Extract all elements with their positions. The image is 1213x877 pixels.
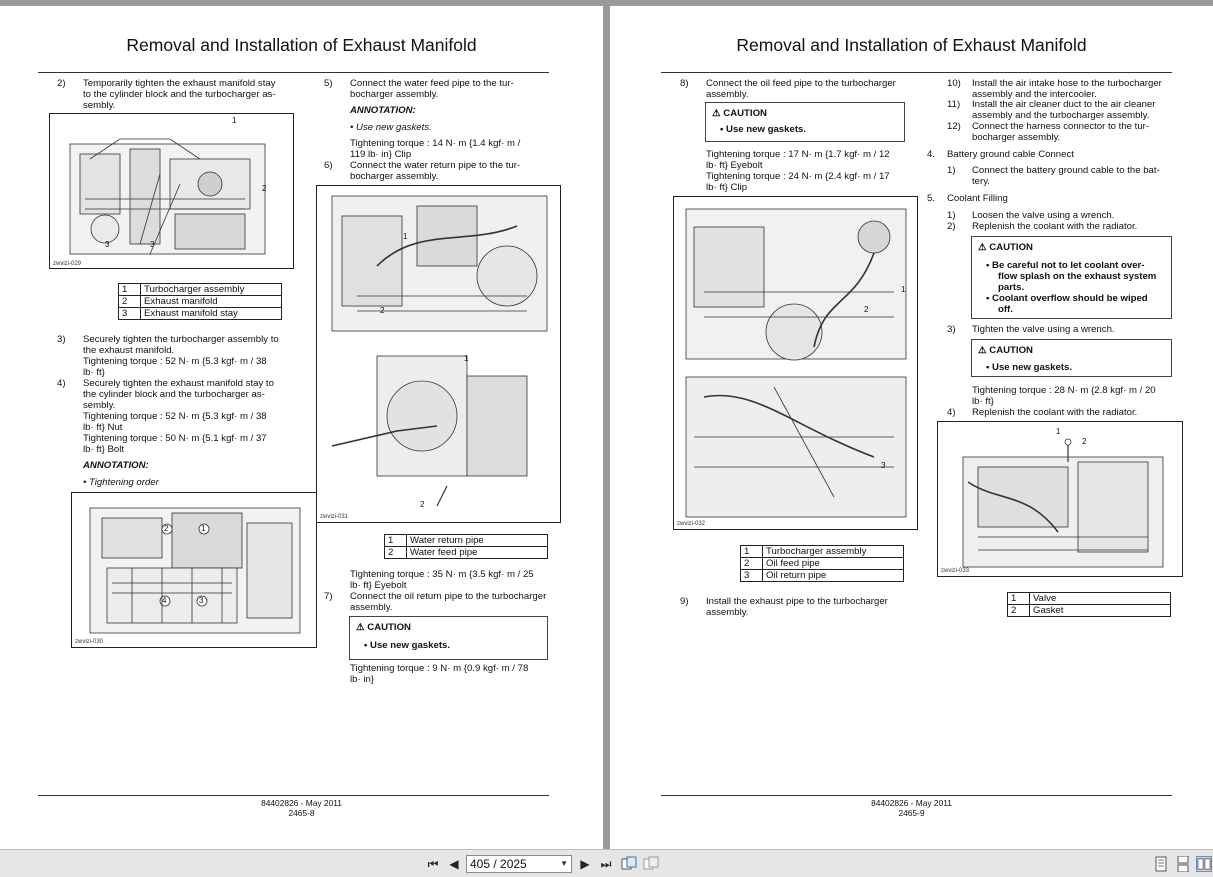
footer-rule: [661, 795, 1172, 796]
torque-spec: Tightening torque : 17 N· m {1.7 kgf· m / 12 lb· ft} Eyebolt Tightening torque : 24 N· m {2.4 kgf· m / 17 lb· ft} Clip: [706, 149, 890, 193]
caution-heading: ⚠ CAUTION: [978, 345, 1033, 356]
two-page-view-icon[interactable]: [1196, 856, 1212, 872]
section-heading: Coolant Filling: [947, 193, 1008, 204]
page-title: Removal and Installation of Exhaust Manifold: [736, 35, 1087, 55]
go-back-view-icon[interactable]: [621, 856, 637, 872]
annotation-bullet: • Use new gaskets.: [350, 122, 432, 133]
step-text: Securely tighten the exhaust manifold stay to the cylinder block and the turbocharger as- sembly. Tightening torque : 52 N· m {5.3 kgf· m / 38 lb· ft} Nut Tightening torque : 50 N· m {5.1 kgf· m / 37 lb· ft} Bolt: [83, 378, 274, 455]
step-text: Securely tighten the turbocharger assembly to the exhaust manifold. Tightening torque : 52 N· m {5.3 kgf· m / 38 lb· ft}: [83, 334, 279, 378]
legend-table: [118, 283, 282, 320]
callout-label: 1: [232, 116, 237, 125]
legend-row: 2 Oil feed pipe: [741, 558, 904, 570]
callout-label: 1: [901, 285, 906, 294]
step-text: Tighten the valve using a wrench.: [972, 324, 1115, 335]
engine-illustration: [50, 114, 294, 269]
page-footer: 84402826 - May 2011 2465-8: [261, 798, 342, 818]
callout-label: 2: [262, 184, 267, 193]
step-text: Temporarily tighten the exhaust manifold stay to the cylinder block and the turbocharger as- sembly.: [83, 78, 276, 111]
caution-box: [971, 236, 1172, 319]
annotation-bullet: • Tightening order: [83, 477, 159, 488]
legend-row: 1 Turbocharger assembly: [741, 546, 904, 558]
figure-oil-pipes: [673, 196, 918, 530]
callout-label: 3: [150, 240, 155, 249]
step-number: 2): [57, 78, 66, 89]
callout-label: 4: [162, 596, 167, 605]
legend-row: 2 Gasket: [1008, 605, 1171, 617]
figure-water-pipes: [316, 185, 561, 523]
figure-tightening-order: [71, 492, 317, 648]
legend-row: 1 Water return pipe: [385, 535, 548, 547]
caution-box: [349, 616, 548, 660]
figure-id: zwvizi-031: [320, 514, 349, 520]
figure-engine-manifold: [49, 113, 294, 269]
legend-table: [1007, 592, 1171, 617]
callout-label: 1: [201, 524, 206, 533]
caution-text: • Use new gaskets.: [364, 640, 451, 651]
torque-spec: Tightening torque : 9 N· m {0.9 kgf· m / 78 lb· in}: [350, 663, 529, 685]
step-number: 3): [947, 324, 956, 335]
figure-id: zwvizi-030: [75, 639, 104, 645]
engine-illustration: [674, 197, 918, 530]
caution-text: • Use new gaskets.: [720, 124, 807, 135]
step-number: 12): [947, 121, 961, 132]
first-page-button[interactable]: ⏮: [427, 857, 439, 871]
legend-table: [384, 534, 548, 559]
step-number: 1): [947, 165, 956, 176]
document-page-left: [0, 6, 603, 849]
viewer-toolbar: [0, 849, 1213, 877]
step-number: 7): [324, 591, 333, 602]
step-text: Connect the harness connector to the tur- bocharger assembly.: [972, 121, 1150, 143]
callout-label: 2: [864, 305, 869, 314]
torque-spec: Tightening torque : 35 N· m {3.5 kgf· m / 25 lb· ft} Eyebolt: [350, 569, 534, 591]
page-title: Removal and Installation of Exhaust Manifold: [126, 35, 477, 55]
section-number: 4.: [927, 149, 936, 160]
step-text: Connect the water feed pipe to the tur- bocharger assembly.: [350, 78, 514, 100]
step-text: Loosen the valve using a wrench.: [972, 210, 1115, 221]
dropdown-arrow-icon[interactable]: ▼: [560, 859, 568, 868]
step-text: Replenish the coolant with the radiator.: [972, 407, 1138, 418]
step-number: 5): [324, 78, 333, 89]
caution-heading: ⚠ CAUTION: [356, 622, 411, 633]
document-page-right: [610, 6, 1213, 849]
caution-text: • Be careful not to let coolant over- flow splash on the exhaust system parts. • Coolant overflow should be wiped off.: [986, 260, 1157, 315]
caution-heading: ⚠ CAUTION: [712, 108, 767, 119]
callout-label: 3: [881, 461, 886, 470]
step-number: 4): [57, 378, 66, 389]
figure-id: zwvizi-032: [677, 521, 706, 527]
legend-row: 3 Oil return pipe: [741, 570, 904, 582]
annotation-heading: ANNOTATION:: [83, 460, 149, 471]
step-text: Connect the oil return pipe to the turbocharger assembly.: [350, 591, 547, 613]
step-number: 4): [947, 407, 956, 418]
caution-box: [971, 339, 1172, 377]
caution-box: [705, 102, 905, 142]
page-number-input[interactable]: [466, 855, 572, 873]
previous-page-button[interactable]: ◀: [449, 857, 459, 871]
callout-label: 1: [403, 232, 408, 241]
callout-label: 2: [420, 500, 425, 509]
last-page-button[interactable]: ⏭: [600, 857, 612, 871]
callout-label: 2: [164, 524, 169, 533]
page-footer: 84402826 - May 2011 2465-9: [871, 798, 952, 818]
callout-label: 3: [105, 240, 110, 249]
figure-id: zwvizi-029: [53, 261, 82, 267]
step-text: Install the air cleaner duct to the air cleaner assembly and the turbocharger assembly.: [972, 99, 1156, 121]
step-text: Replenish the coolant with the radiator.: [972, 221, 1138, 232]
header-rule: [38, 72, 549, 73]
torque-spec: Tightening torque : 14 N· m {1.4 kgf· m / 119 lb· in} Clip: [350, 138, 521, 160]
torque-spec: Tightening torque : 28 N· m {2.8 kgf· m / 20 lb· ft}: [972, 385, 1156, 407]
step-text: Connect the water return pipe to the tur- bocharger assembly.: [350, 160, 521, 182]
section-heading: Battery ground cable Connect: [947, 149, 1074, 160]
continuous-view-icon[interactable]: [1175, 856, 1191, 872]
legend-row: 2 Exhaust manifold: [119, 296, 282, 308]
footer-rule: [38, 795, 549, 796]
step-text: Install the exhaust pipe to the turbocharger assembly.: [706, 596, 888, 618]
callout-label: 2: [380, 306, 385, 315]
step-number: 11): [947, 99, 961, 110]
step-number: 9): [680, 596, 689, 607]
legend-row: 1 Turbocharger assembly: [119, 284, 282, 296]
callout-label: 1: [464, 354, 469, 363]
step-number: 1): [947, 210, 956, 221]
callout-label: 3: [199, 596, 204, 605]
legend-row: 3 Exhaust manifold stay: [119, 308, 282, 320]
step-number: 3): [57, 334, 66, 345]
page-number-value: 405 / 2025: [470, 857, 527, 871]
header-rule: [661, 72, 1172, 73]
caution-text: • Use new gaskets.: [986, 362, 1073, 373]
step-number: 2): [947, 221, 956, 232]
engine-illustration: [938, 422, 1183, 577]
step-text: Connect the oil feed pipe to the turbocharger assembly.: [706, 78, 896, 100]
step-number: 8): [680, 78, 689, 89]
annotation-heading: ANNOTATION:: [350, 105, 416, 116]
next-page-button[interactable]: ▶: [580, 857, 590, 871]
engine-illustration: [72, 493, 317, 648]
legend-row: 2 Water feed pipe: [385, 547, 548, 559]
figure-id: zwvizi-033: [941, 568, 970, 574]
step-text: Connect the battery ground cable to the bat- tery.: [972, 165, 1160, 187]
caution-heading: ⚠ CAUTION: [978, 242, 1033, 253]
callout-label: 2: [1082, 437, 1087, 446]
step-text: Install the air intake hose to the turbocharger assembly and the intercooler.: [972, 78, 1162, 100]
single-page-view-icon[interactable]: [1153, 856, 1169, 872]
legend-row: 1 Valve: [1008, 593, 1171, 605]
legend-table: [740, 545, 904, 582]
engine-illustration: [317, 186, 561, 523]
figure-coolant-valve: [937, 421, 1183, 577]
go-forward-view-icon[interactable]: [643, 856, 659, 872]
step-number: 10): [947, 78, 961, 89]
step-number: 6): [324, 160, 333, 171]
section-number: 5.: [927, 193, 936, 204]
callout-label: 1: [1056, 427, 1061, 436]
